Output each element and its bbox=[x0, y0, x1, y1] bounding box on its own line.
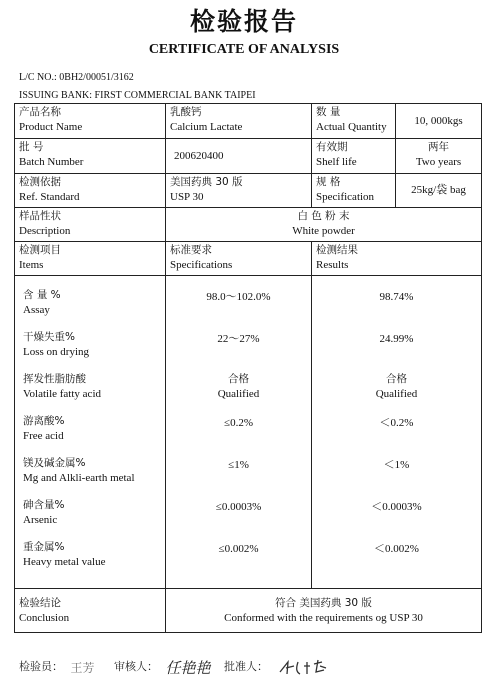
quantity-value: 10, 000kgs bbox=[396, 104, 482, 139]
test-result: 合格 Qualified bbox=[375, 373, 418, 400]
specification-value: 25kg/袋 bag bbox=[396, 174, 482, 208]
test-item: 镁及碱金属% Mg and Alkli-earth metal bbox=[23, 457, 135, 484]
specification-label: 规 格 Specification bbox=[312, 174, 396, 208]
test-spec: ≤1% bbox=[228, 459, 249, 471]
test-result: ＜0.0003% bbox=[371, 501, 422, 513]
spec-header: 标准要求 Specifications bbox=[166, 242, 312, 276]
test-item: 含 量 % Assay bbox=[23, 289, 61, 316]
conclusion-value: 符合 美国药典 30 版 Conformed with the requirements og USP 30 bbox=[166, 589, 482, 633]
items-header: 检测项目 Items bbox=[15, 242, 166, 276]
lc-number: L/C NO.: 0BH2/00051/3162 bbox=[19, 72, 134, 83]
inspector-signature: 王芳 bbox=[70, 660, 95, 675]
test-result: ＜1% bbox=[383, 459, 410, 471]
test-item: 干燥失重% Loss on drying bbox=[23, 331, 89, 358]
standard-value: 美国药典 30 版 USP 30 bbox=[166, 174, 312, 208]
row-product bbox=[15, 104, 482, 139]
certificate-table bbox=[14, 103, 482, 633]
signature-footer bbox=[19, 656, 346, 678]
test-item: 游离酸% Free acid bbox=[23, 415, 65, 442]
test-spec: 22～27% bbox=[217, 333, 260, 345]
test-spec: 98.0～102.0% bbox=[206, 291, 271, 303]
standard-label: 检测依据 Ref. Standard bbox=[15, 174, 166, 208]
reviewer-signature: 任艳艳 bbox=[165, 658, 211, 677]
test-result-column bbox=[312, 276, 482, 589]
conclusion-label: 检验结论 Conclusion bbox=[15, 589, 166, 633]
description-label: 样品性状 Description bbox=[15, 208, 166, 242]
test-spec-column bbox=[166, 276, 312, 589]
reviewer-label: 审核人： bbox=[114, 660, 159, 673]
row-description bbox=[15, 208, 482, 242]
approver-signature bbox=[276, 656, 346, 678]
product-name-label: 产品名称 Product Name bbox=[15, 104, 166, 139]
title-en: CERTIFICATE OF ANALYSIS bbox=[148, 42, 340, 57]
description-value: 白 色 粉 末 White powder bbox=[166, 208, 482, 242]
row-standard bbox=[15, 174, 482, 208]
batch-label: 批 号 Batch Number bbox=[15, 139, 166, 174]
issuing-bank: ISSUING BANK: FIRST COMMERCIAL BANK TAIPEI bbox=[19, 90, 256, 101]
row-tests bbox=[15, 276, 482, 589]
inspector-label: 检验员： bbox=[19, 660, 63, 673]
quantity-label: 数 量 Actual Quantity bbox=[312, 104, 396, 139]
test-spec: ≤0.002% bbox=[218, 543, 259, 555]
test-result: 24.99% bbox=[379, 333, 414, 345]
result-header: 检测结果 Results bbox=[312, 242, 482, 276]
row-conclusion bbox=[15, 589, 482, 633]
row-results-header bbox=[15, 242, 482, 276]
test-items-column bbox=[15, 276, 166, 589]
batch-value: 200620400 bbox=[166, 139, 312, 174]
test-spec: ≤0.2% bbox=[224, 417, 253, 429]
shelf-life-value: 两年 Two years bbox=[396, 139, 482, 174]
test-result: 98.74% bbox=[379, 291, 414, 303]
product-name-value: 乳酸钙 Calcium Lactate bbox=[166, 104, 312, 139]
test-result: ＜0.2% bbox=[379, 417, 414, 429]
test-result: ＜0.002% bbox=[374, 543, 419, 555]
test-item: 砷含量% Arsenic bbox=[23, 499, 65, 526]
test-item: 重金属% Heavy metal value bbox=[23, 541, 106, 568]
title-cn: 检验报告 bbox=[189, 7, 298, 36]
row-batch bbox=[15, 139, 482, 174]
test-spec: ≤0.0003% bbox=[215, 501, 262, 513]
shelf-life-label: 有效期 Shelf life bbox=[312, 139, 396, 174]
approver-label: 批准人： bbox=[224, 660, 269, 673]
test-item: 挥发性脂肪酸 Volatile fatty acid bbox=[23, 373, 101, 400]
test-spec: 合格 Qualified bbox=[217, 373, 260, 400]
